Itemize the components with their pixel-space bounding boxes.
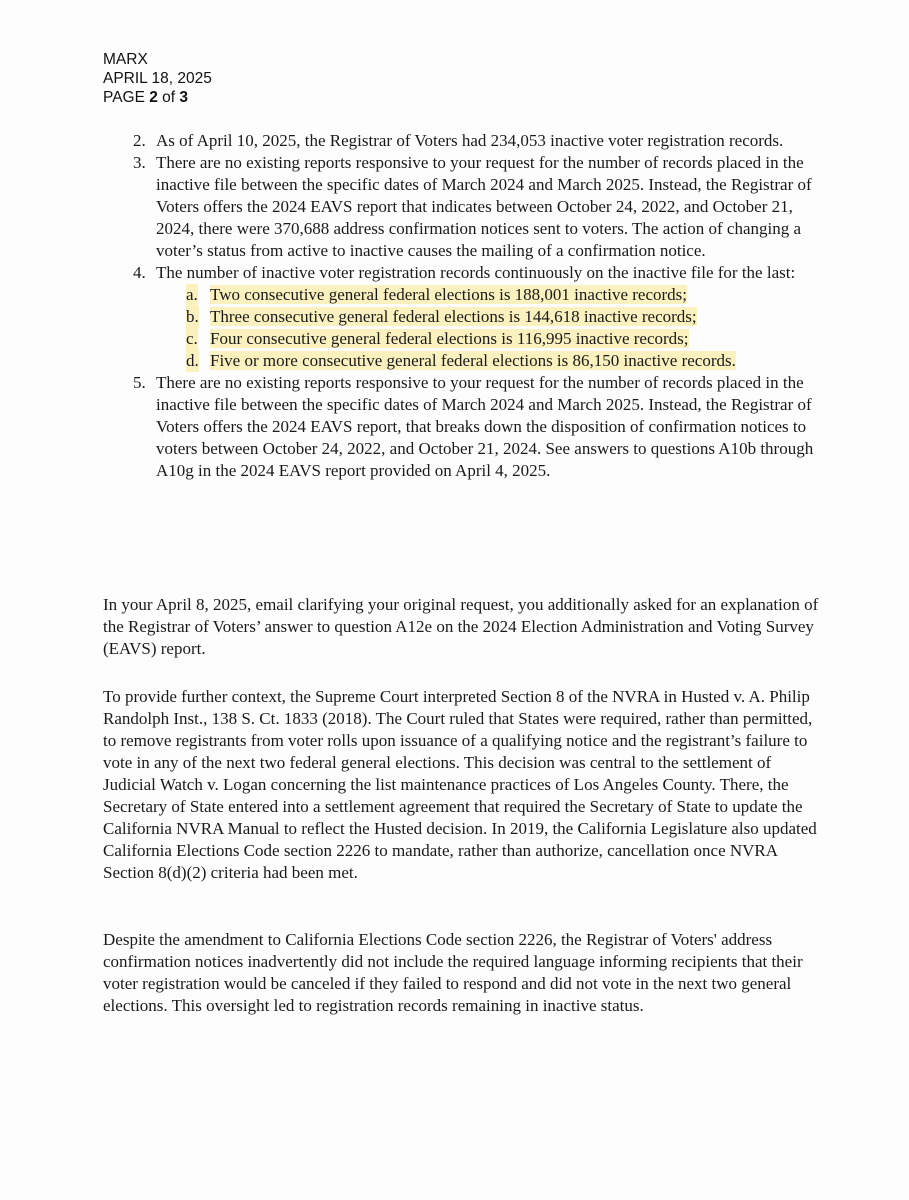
- sub-list-item: [156, 284, 823, 306]
- header-recipient: MARX: [103, 51, 148, 68]
- sub-item-text-highlighted: Two consecutive general federal elections is 188,001 inactive records;: [210, 285, 687, 304]
- header-page-number: [103, 88, 212, 107]
- sub-item-text-highlighted: Five or more consecutive general federal elections is 86,150 inactive records.: [210, 351, 736, 370]
- sub-list-item: [156, 306, 823, 328]
- paragraph-context: To provide further context, the Supreme Court interpreted Section 8 of the NVRA in Husted v. A. Philip Randolph Inst., 138 S. Ct. 1833 (2018). The Court ruled that States were required, rather than permitted, to remove registrants from voter rolls upon issuance of a qualifying notice and the registrant’s failure to vote in any of the next two federal general elections. This decision was central to the settlement of Judicial Watch v. Logan concerning the list maintenance practices of Los Angeles County. There, the Secretary of State entered into a settlement agreement that required the Secretary of State to update the California NVRA Manual to reflect the Husted decision. In 2019, the California Legislature also updated California Elections Code section 2226 to mandate, rather than authorize, cancellation once NVRA Section 8(d)(2) criteria had been met.: [103, 687, 817, 882]
- sub-item-letter: a.: [186, 285, 198, 304]
- item-text: There are no existing reports responsive to your request for the number of records placed in the inactive file between the specific dates of March 2024 and March 2025. Instead, the Registrar of Voters offers the 2024 EAVS report that indicates between October 24, 2022, and October 21, 2024, there were 370,688 address confirmation notices sent to voters. The action of changing a voter’s status from active to inactive causes the mailing of a confirmation notice.: [156, 153, 812, 260]
- item-text: There are no existing reports responsive to your request for the number of records placed in the inactive file between the specific dates of March 2024 and March 2025. Instead, the Registrar of Voters offers the 2024 EAVS report, that breaks down the disposition of confirmation notices to voters between October 24, 2022, and October 21, 2024. See answers to questions A10b through A10g in the 2024 EAVS report provided on April 4, 2025.: [156, 373, 814, 480]
- sub-list-item: [156, 328, 823, 350]
- item-number: 3.: [133, 153, 146, 172]
- list-item: [103, 152, 823, 262]
- page-prefix: PAGE: [103, 89, 150, 106]
- paragraph-oversight: Despite the amendment to California Elections Code section 2226, the Registrar of Voters' address confirmation notices inadvertently did not include the required language informing recipients that their voter registration would be canceled if they failed to respond and did not vote in the next two general elections. This oversight led to registration records remaining in inactive status.: [103, 930, 803, 1015]
- sub-item-letter: b.: [186, 307, 199, 326]
- numbered-list: [103, 130, 823, 482]
- sub-item-letter: d.: [186, 351, 199, 370]
- sub-list-item: [156, 350, 823, 372]
- list-item: [103, 130, 823, 152]
- item-number: 2.: [133, 131, 146, 150]
- sub-list: [156, 284, 823, 372]
- item-number: 5.: [133, 373, 146, 392]
- sub-item-text-highlighted: Four consecutive general federal elections is 116,995 inactive records;: [210, 329, 689, 348]
- letter-header: [103, 50, 212, 107]
- paragraph-clarification: In your April 8, 2025, email clarifying your original request, you additionally asked for an explanation of the Registrar of Voters’ answer to question A12e on the 2024 Election Administration and Voting Survey (EAVS) report.: [103, 595, 819, 658]
- header-date: APRIL 18, 2025: [103, 70, 212, 87]
- item-text: As of April 10, 2025, the Registrar of Voters had 234,053 inactive voter registration records.: [156, 131, 784, 150]
- sub-item-letter: c.: [186, 329, 198, 348]
- list-item: [103, 262, 823, 372]
- item-number: 4.: [133, 263, 146, 282]
- page-total: 3: [179, 89, 189, 106]
- item-text: The number of inactive voter registration records continuously on the inactive file for the last:: [156, 263, 796, 282]
- sub-item-text-highlighted: Three consecutive general federal elections is 144,618 inactive records;: [210, 307, 697, 326]
- page-of: of: [157, 89, 180, 106]
- page-current: 2: [149, 89, 158, 106]
- list-item: [103, 372, 823, 482]
